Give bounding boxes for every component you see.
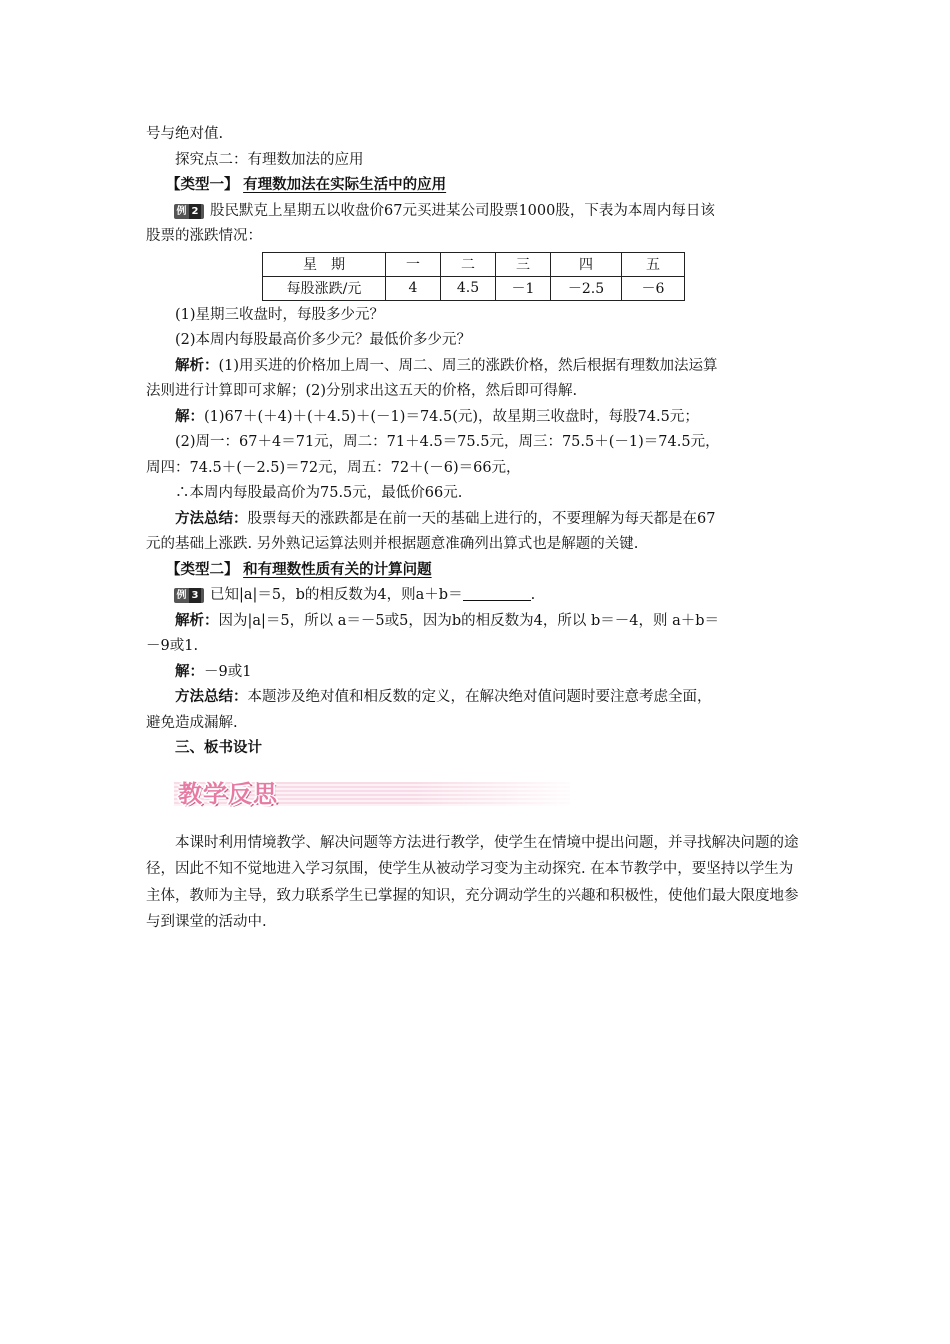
type2-title: 和有理数性质有关的计算问题 bbox=[243, 561, 432, 578]
table-cell: 四 bbox=[551, 252, 622, 276]
table-cell: 每股涨跌/元 bbox=[263, 276, 386, 300]
solution-line: 解：－9或1 bbox=[175, 663, 252, 680]
banner-title: 教学反思 bbox=[178, 779, 278, 808]
table-cell: －2.5 bbox=[551, 276, 622, 300]
section-heading: 探究点二：有理数加法的应用 bbox=[175, 151, 364, 168]
solution-label: 解： bbox=[175, 408, 204, 425]
analysis-label: 解析： bbox=[175, 612, 219, 629]
analysis-line: 解析：(1)用买进的价格加上周一、周二、周三的涨跌价格，然后根据有理数加法运算 bbox=[175, 357, 718, 374]
text-line: (2)周一：67＋4＝71元，周二：71＋4.5＝75.5元，周三：75.5＋(－1)＝74.5元， bbox=[175, 434, 720, 450]
question-2: (2)本周内每股最高价多少元？最低价多少元？ bbox=[175, 332, 472, 348]
table-cell: －1 bbox=[496, 276, 551, 300]
solution-line: 解：(1)67＋(＋4)＋(＋4.5)＋(－1)＝74.5(元)，故星期三收盘时，每股74.5元； bbox=[175, 408, 699, 425]
table-cell: 二 bbox=[441, 252, 496, 276]
question-1: (1)星期三收盘时，每股多少元？ bbox=[175, 306, 385, 323]
example-icon: 例 3 bbox=[174, 588, 204, 603]
reflection-paragraph: 本课时利用情境教学、解决问题等方法进行教学，使学生在情境中提出问题，并寻找解决问题的途径，因此不知不觉地进入学习氛围，使学生从被动学习变为主动探究. 在本节教学中，要坚持以学生为主体，教师为主导，致力联系学生已掌握的知识，充分调动学生的兴趣和积极性，使他们最大限度地参与到课堂的活动中. bbox=[146, 834, 799, 930]
table-cell: 4 bbox=[386, 276, 441, 300]
type1-label: 【类型一】 bbox=[166, 177, 239, 193]
text-line: 元的基础上涨跌. 另外熟记运算法则并根据题意准确列出算式也是解题的关键. bbox=[146, 536, 639, 552]
analysis-label: 解析： bbox=[175, 357, 219, 374]
method-line: 方法总结：股票每天的涨跌都是在前一天的基础上进行的，不要理解为每天都是在67 bbox=[175, 510, 716, 527]
table-cell: －6 bbox=[622, 276, 685, 300]
text-line: 法则进行计算即可求解；(2)分别求出这五天的价格，然后即可得解. bbox=[146, 383, 578, 399]
document-page bbox=[146, 122, 806, 936]
stock-table bbox=[262, 252, 685, 301]
type1-title: 有理数加法在实际生活中的应用 bbox=[243, 177, 447, 193]
text-line: 号与绝对值. bbox=[146, 126, 224, 142]
solution-label: 解： bbox=[175, 663, 204, 680]
table-cell: 4.5 bbox=[441, 276, 496, 300]
method-label: 方法总结： bbox=[175, 510, 248, 527]
table-row bbox=[263, 276, 685, 300]
reflection-banner bbox=[174, 774, 570, 812]
text-line: 股票的涨跌情况： bbox=[146, 228, 262, 244]
table-cell: 五 bbox=[622, 252, 685, 276]
table-cell: 一 bbox=[386, 252, 441, 276]
analysis-line: 解析：因为|a|＝5，所以 a＝－5或5，因为b的相反数为4，所以 b＝－4，则 a＋b＝ bbox=[175, 612, 720, 629]
text-line: －9或1. bbox=[146, 638, 199, 654]
type2-heading bbox=[146, 558, 806, 584]
example-icon: 例 2 bbox=[174, 204, 204, 219]
text-line: 避免造成漏解. bbox=[146, 714, 238, 731]
text-line: ∴本周内每股最高价为75.5元，最低价66元. bbox=[175, 485, 463, 501]
type1-heading bbox=[146, 173, 806, 199]
table-cell: 三 bbox=[496, 252, 551, 276]
text-line: 周四：74.5＋(－2.5)＝72元，周五：72＋(－6)＝66元， bbox=[146, 459, 521, 476]
example-3: 例 3 已知|a|＝5，b的相反数为4，则a＋b＝ . bbox=[146, 583, 806, 609]
method-line: 方法总结：本题涉及绝对值和相反数的定义，在解决绝对值问题时要注意考虑全面， bbox=[175, 689, 712, 705]
method-label: 方法总结： bbox=[175, 689, 248, 705]
table-row bbox=[263, 252, 685, 276]
type2-label: 【类型二】 bbox=[166, 561, 239, 578]
section-3-heading: 三、板书设计 bbox=[175, 740, 262, 756]
answer-blank bbox=[463, 586, 531, 601]
example-2-text: 股民默克上星期五以收盘价67元买进某公司股票1000股，下表为本周内每日该 bbox=[210, 202, 715, 219]
table-cell: 星 期 bbox=[263, 252, 386, 276]
example-2 bbox=[146, 199, 806, 225]
